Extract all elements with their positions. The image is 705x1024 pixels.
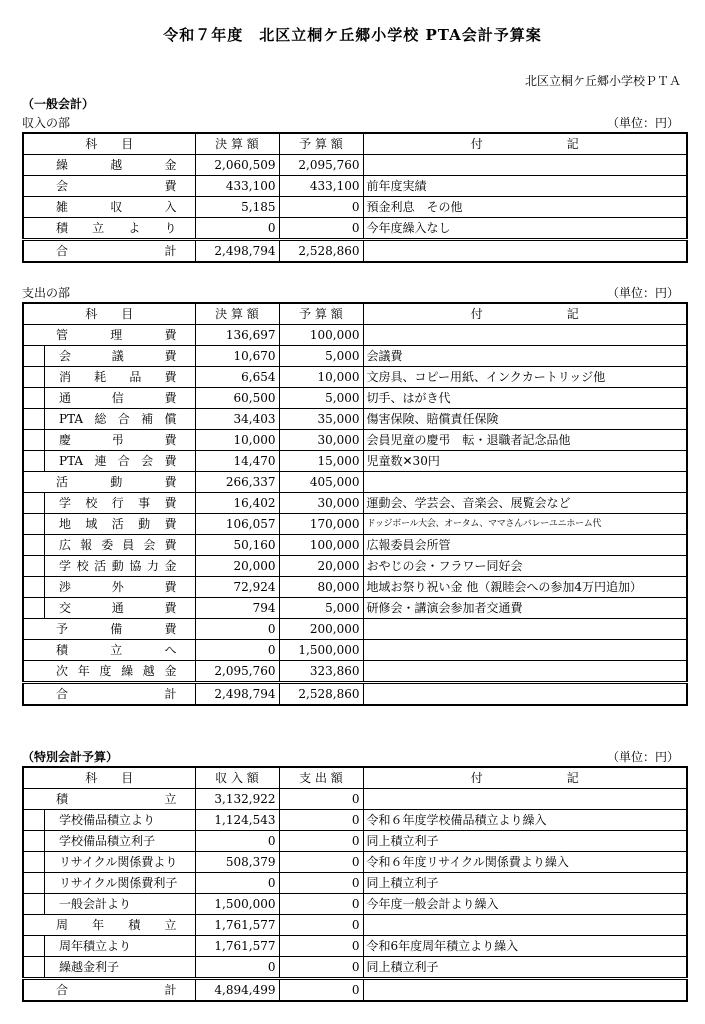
total-label: [23, 683, 195, 706]
column-header: 支 出 額: [279, 767, 363, 789]
table-row: [23, 577, 687, 598]
page-title: 令和７年度 北区立桐ケ丘郷小学校 PTA会計予算案: [163, 26, 542, 44]
sub-item-label: PTA総合補償: [44, 409, 195, 429]
item-name: [23, 831, 195, 852]
item-name: [23, 957, 195, 979]
organization-name: 北区立桐ケ丘郷小学校ＰＴＡ: [524, 74, 681, 88]
item-label: 会費: [56, 179, 177, 193]
item-name: [23, 810, 195, 831]
amount-cell: 508,379: [195, 852, 279, 873]
amount-cell: 60,500: [195, 388, 279, 409]
table-row: [23, 451, 687, 472]
note-cell: [363, 155, 687, 176]
item-name: [23, 661, 195, 683]
sub-item-label: 通信費: [44, 388, 195, 408]
expense-table: [22, 302, 688, 706]
column-header: 付 記: [363, 303, 687, 325]
item-label: 雑収入: [56, 200, 177, 214]
item-label: 活動費: [56, 475, 177, 489]
item-name: [23, 789, 195, 810]
total-row: [23, 240, 687, 263]
table-row: [23, 873, 687, 894]
unit-label: （単位：円）: [606, 116, 679, 130]
unit-label: （単位：円）: [606, 750, 679, 764]
amount-cell: 1,124,543: [195, 810, 279, 831]
column-header: 予 算 額: [279, 303, 363, 325]
amount-cell: 0: [279, 218, 363, 240]
sub-item-label: 学校活動協力金: [44, 556, 195, 576]
amount-cell: 10,000: [195, 430, 279, 451]
header-row: [23, 133, 687, 155]
table-row: [23, 197, 687, 218]
sub-item-label: PTA連合会費: [44, 451, 195, 471]
item-label: 管理費: [56, 328, 177, 342]
sub-item-label: 周年積立より: [44, 936, 195, 956]
amount-cell: 2,095,760: [195, 661, 279, 683]
amount-cell: 35,000: [279, 409, 363, 430]
amount-cell: 80,000: [279, 577, 363, 598]
table-row: [23, 915, 687, 936]
item-name: [23, 197, 195, 218]
item-name: [23, 556, 195, 577]
total-row: [23, 979, 687, 1002]
amount-cell: 5,000: [279, 598, 363, 619]
note-cell: [363, 619, 687, 640]
note-cell: 児童数✕30円: [363, 451, 687, 472]
table-row: [23, 388, 687, 409]
amount-cell: 266,337: [195, 472, 279, 493]
unit-label: （単位：円）: [606, 286, 679, 300]
amount-cell: 50,160: [195, 535, 279, 556]
item-name: [23, 155, 195, 176]
column-header: 付 記: [363, 767, 687, 789]
expense-section-label: 支出の部: [22, 286, 71, 300]
item-label: 積 立: [56, 792, 177, 806]
column-header: 決 算 額: [195, 133, 279, 155]
amount-cell: 0: [195, 619, 279, 640]
note-cell: [363, 472, 687, 493]
amount-cell: 0: [279, 197, 363, 218]
amount-cell: 0: [279, 852, 363, 873]
item-name: [23, 430, 195, 451]
amount-cell: 16,402: [195, 493, 279, 514]
note-cell: [363, 240, 687, 263]
income-section-label: 収入の部: [22, 116, 71, 130]
special-table: [22, 766, 688, 1002]
note-cell: 傷害保険、賠償責任保険: [363, 409, 687, 430]
amount-cell: 0: [279, 831, 363, 852]
item-name: [23, 451, 195, 472]
header-row: [23, 303, 687, 325]
item-label: 積立へ: [56, 643, 177, 657]
item-name: [23, 619, 195, 640]
item-name: [23, 894, 195, 915]
amount-cell: 0: [195, 640, 279, 661]
amount-cell: 3,132,922: [195, 789, 279, 810]
table-row: [23, 535, 687, 556]
column-header: 付 記: [363, 133, 687, 155]
total-label-text: 合 計: [56, 983, 177, 997]
item-name: [23, 493, 195, 514]
general-account-heading: （一般会計）: [22, 97, 95, 111]
note-cell: 今年度繰入なし: [363, 218, 687, 240]
amount-cell: 6,654: [195, 367, 279, 388]
sub-item-label: 繰越金利子: [44, 957, 195, 977]
item-label: 予備費: [56, 622, 177, 636]
amount-cell: 5,000: [279, 346, 363, 367]
amount-cell: 30,000: [279, 430, 363, 451]
item-name: [23, 325, 195, 346]
note-cell: 会議費: [363, 346, 687, 367]
table-row: [23, 176, 687, 197]
note-cell: 広報委員会所管: [363, 535, 687, 556]
note-cell: 文房具、コピー用紙、インクカートリッジ他: [363, 367, 687, 388]
item-name: [23, 640, 195, 661]
total-amount: 0: [279, 979, 363, 1002]
amount-cell: 0: [279, 957, 363, 979]
note-cell: [363, 640, 687, 661]
amount-cell: 34,403: [195, 409, 279, 430]
sub-item-label: 消耗品費: [44, 367, 195, 387]
item-name: [23, 176, 195, 197]
table-row: [23, 493, 687, 514]
amount-cell: 14,470: [195, 451, 279, 472]
amount-cell: 0: [279, 936, 363, 957]
amount-cell: 170,000: [279, 514, 363, 535]
table-row: [23, 957, 687, 979]
column-header: 科 目: [23, 767, 195, 789]
note-cell: 令和６年度リサイクル関係費より繰入: [363, 852, 687, 873]
amount-cell: 0: [279, 789, 363, 810]
sub-item-label: 慶弔費: [44, 430, 195, 450]
amount-cell: 1,761,577: [195, 936, 279, 957]
note-cell: 令和６年度学校備品積立より繰入: [363, 810, 687, 831]
amount-cell: 0: [195, 218, 279, 240]
note-cell: 切手、はがき代: [363, 388, 687, 409]
note-cell: [363, 683, 687, 706]
header-row: [23, 767, 687, 789]
amount-cell: 30,000: [279, 493, 363, 514]
sub-item-label: 地域活動費: [44, 514, 195, 534]
item-name: [23, 409, 195, 430]
sub-item-label: 交通費: [44, 598, 195, 618]
table-row: [23, 409, 687, 430]
table-row: [23, 556, 687, 577]
table-row: [23, 661, 687, 683]
table-row: [23, 367, 687, 388]
item-name: [23, 218, 195, 240]
total-label: [23, 240, 195, 263]
note-cell: 研修会・講演会参加者交通費: [363, 598, 687, 619]
total-amount: 2,498,794: [195, 240, 279, 263]
table-row: [23, 514, 687, 535]
total-row: [23, 683, 687, 706]
note-cell: [363, 325, 687, 346]
table-row: [23, 218, 687, 240]
amount-cell: 2,095,760: [279, 155, 363, 176]
sub-item-label: 渉外費: [44, 577, 195, 597]
amount-cell: 0: [279, 894, 363, 915]
amount-cell: 1,761,577: [195, 915, 279, 936]
total-amount: 2,528,860: [279, 683, 363, 706]
amount-cell: 0: [279, 915, 363, 936]
table-row: [23, 831, 687, 852]
amount-cell: 0: [195, 873, 279, 894]
amount-cell: 0: [195, 957, 279, 979]
amount-cell: 10,670: [195, 346, 279, 367]
table-row: [23, 430, 687, 451]
table-row: [23, 598, 687, 619]
note-cell: [363, 789, 687, 810]
sub-item-label: 学校備品積立利子: [44, 831, 195, 851]
note-cell: [363, 915, 687, 936]
column-header: 収 入 額: [195, 767, 279, 789]
amount-cell: 10,000: [279, 367, 363, 388]
note-cell: [363, 661, 687, 683]
total-amount: 2,528,860: [279, 240, 363, 263]
note-cell: 預金利息 その他: [363, 197, 687, 218]
item-name: [23, 873, 195, 894]
amount-cell: 5,000: [279, 388, 363, 409]
total-amount: 4,894,499: [195, 979, 279, 1002]
note-cell: 同上積立利子: [363, 873, 687, 894]
table-row: [23, 155, 687, 176]
table-row: [23, 852, 687, 873]
amount-cell: 433,100: [279, 176, 363, 197]
table-row: [23, 894, 687, 915]
amount-cell: 100,000: [279, 535, 363, 556]
sub-item-label: 一般会計より: [44, 894, 195, 914]
income-table: [22, 132, 688, 263]
table-row: [23, 936, 687, 957]
total-label-text: 合 計: [56, 687, 177, 701]
item-name: [23, 915, 195, 936]
note-cell: 運動会、学芸会、音楽会、展覧会など: [363, 493, 687, 514]
note-cell: 今年度一般会計より繰入: [363, 894, 687, 915]
item-name: [23, 852, 195, 873]
table-row: [23, 810, 687, 831]
item-name: [23, 346, 195, 367]
note-cell: [363, 979, 687, 1002]
table-row: [23, 472, 687, 493]
note-cell: 会員児童の慶弔 転・退職者記念品他: [363, 430, 687, 451]
item-label: 次年度繰越金: [56, 664, 177, 678]
item-name: [23, 535, 195, 556]
column-header: 予 算 額: [279, 133, 363, 155]
note-cell: おやじの会・フラワー同好会: [363, 556, 687, 577]
note-cell: 同上積立利子: [363, 957, 687, 979]
sub-item-label: 学校行事費: [44, 493, 195, 513]
note-cell: 令和6年度周年積立より繰入: [363, 936, 687, 957]
sub-item-label: 学校備品積立より: [44, 810, 195, 830]
amount-cell: 405,000: [279, 472, 363, 493]
note-cell: 前年度実績: [363, 176, 687, 197]
note-cell: ドッジボール大会、オータム、ママさんバレーユニホーム代: [363, 514, 687, 535]
total-amount: 2,498,794: [195, 683, 279, 706]
amount-cell: 72,924: [195, 577, 279, 598]
amount-cell: 433,100: [195, 176, 279, 197]
amount-cell: 0: [279, 873, 363, 894]
table-row: [23, 789, 687, 810]
amount-cell: 20,000: [279, 556, 363, 577]
amount-cell: 0: [195, 831, 279, 852]
item-label: 繰越金: [56, 158, 177, 172]
amount-cell: 136,697: [195, 325, 279, 346]
column-header: 科 目: [23, 133, 195, 155]
item-name: [23, 514, 195, 535]
table-row: [23, 325, 687, 346]
amount-cell: 200,000: [279, 619, 363, 640]
total-label: [23, 979, 195, 1002]
sub-item-label: 会議費: [44, 346, 195, 366]
item-name: [23, 936, 195, 957]
total-label-text: 合 計: [56, 244, 177, 258]
item-label: 周 年 積 立: [56, 918, 177, 932]
item-name: [23, 577, 195, 598]
amount-cell: 1,500,000: [279, 640, 363, 661]
note-cell: 同上積立利子: [363, 831, 687, 852]
item-name: [23, 367, 195, 388]
special-account-heading: （特別会計予算）: [22, 750, 119, 764]
amount-cell: 2,060,509: [195, 155, 279, 176]
sub-item-label: リサイクル関係費より: [44, 852, 195, 872]
sub-item-label: リサイクル関係費利子: [44, 873, 195, 893]
item-name: [23, 472, 195, 493]
table-row: [23, 619, 687, 640]
item-label: 積立より: [56, 221, 177, 235]
amount-cell: 0: [279, 810, 363, 831]
amount-cell: 1,500,000: [195, 894, 279, 915]
item-name: [23, 598, 195, 619]
amount-cell: 323,860: [279, 661, 363, 683]
amount-cell: 20,000: [195, 556, 279, 577]
sub-item-label: 広報委員会費: [44, 535, 195, 555]
column-header: 決 算 額: [195, 303, 279, 325]
amount-cell: 106,057: [195, 514, 279, 535]
amount-cell: 100,000: [279, 325, 363, 346]
table-row: [23, 346, 687, 367]
item-name: [23, 388, 195, 409]
amount-cell: 15,000: [279, 451, 363, 472]
amount-cell: 794: [195, 598, 279, 619]
note-cell: 地域お祭り祝い金 他（親睦会への参加4万円追加）: [363, 577, 687, 598]
table-row: [23, 640, 687, 661]
amount-cell: 5,185: [195, 197, 279, 218]
column-header: 科 目: [23, 303, 195, 325]
